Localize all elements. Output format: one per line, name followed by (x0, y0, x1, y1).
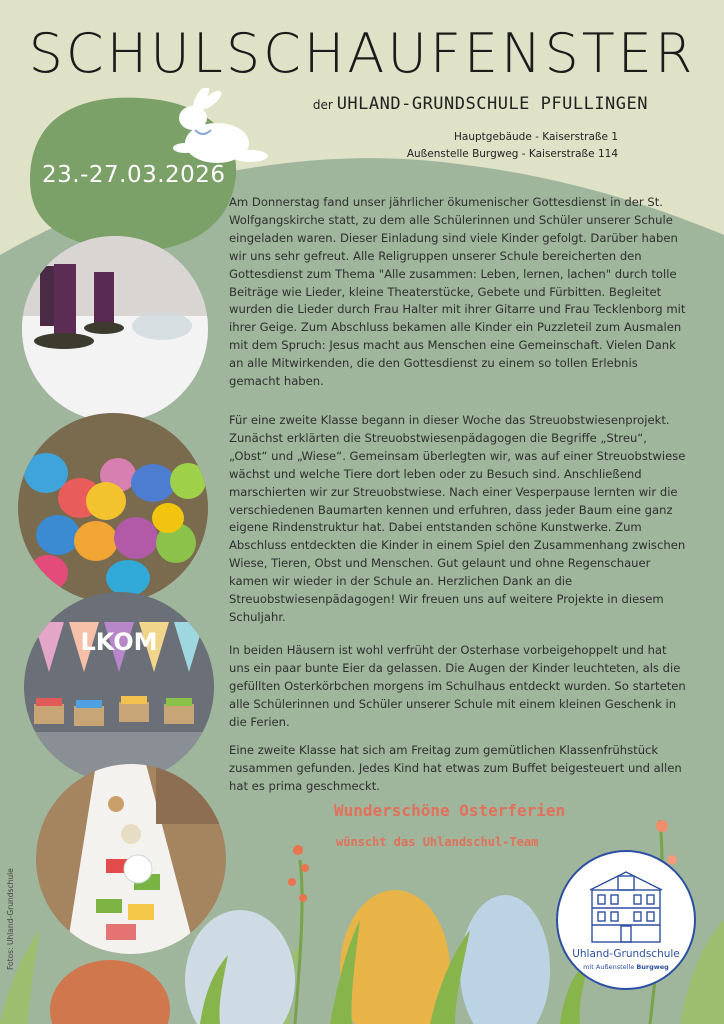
address-block (407, 129, 618, 163)
paragraph-orchard-project: Für eine zweite Klasse begann in dieser Woche das Streuobstwiesenprojekt. Zunächst erklärten die Streuobstwiesenpädagogen die Begriffe „Streu“, „Obst“ und „Wiese“. Gemeinsam überlegten wir, was auf einer Streuobstwiese wächst und welche Tiere dort leben oder zu Besuch sind. Anschließend marschierten wir zur Streuobstwiese. Nach einer Vesperpause lernten wir die verschiedenen Baumarten kennen und erfuhren, dass jeder Baum eine ganz eigene Rindenstruktur hat. Dabei entstanden schöne Kunstwerke. Zum Abschluss entdeckten die Kinder in einem Spiel den Zusammenhang zwischen Wiese, Tieren, Obst und Menschen. Gut gelaunt und ohne Regenschauer kamen wir wieder in der Schule an. Herzlichen Dank an die Streuobstwiesenpädagogen! Wir freuen uns auf weitere Projekte in diesem Schuljahr. (229, 413, 686, 624)
subtitle (313, 94, 648, 114)
school-building-icon (586, 868, 666, 946)
paragraph-church-service: Am Donnerstag fand unser jährlicher ökumenischer Gottesdienst in der St. Wolfgangskirche statt, zu dem alle Schülerinnen und Schüler unserer Schule eingeladen waren. Dieser Einladung sind viele Kinder gefolgt. Darüber haben wir uns sehr gefreut. Alle Religruppen unserer Schule bereicherten den Gottesdienst zum Thema "Alle zusammen: Leben, lernen, lachen" durch tolle Beiträge wie Lieder, kleine Theaterstücke, Gebete und Fürbitten. Begleitet wurden die Lieder durch Frau Halter mit ihrer Gitarre und Frau Tecklenborg mit ihrer Geige. Zum Abschluss bekamen alle Kinder ein Puzzleteil zum Ausmalen mit dem Spruch: Jesus macht aus Menschen eine Gemeinschaft. Vielen Dank an alle Mitwirkenden, die den Gottesdienst zu einem so tollen Erlebnis gemacht haben. (229, 195, 686, 389)
paragraph-class-breakfast: Eine zweite Klasse hat sich am Freitag zum gemütlichen Klassenfrühstück zusammen gefunden. Jedes Kind hat etwas zum Buffet beigesteuert und allen hat es prima geschmeckt. (229, 743, 682, 793)
greeting-subline: wünscht das Uhlandschul-Team (336, 835, 539, 849)
paragraph-easter-bunny: In beiden Häusern ist wohl verfrüht der Osterhase vorbeigehoppelt und hat uns ein paar bunte Eier da gelassen. Die Augen der Kinder leuchteten, als die gefüllten Osterkörbchen morgens im Schulhaus entdeckt wurden. So starteten alle Schülerinnen und Schüler unserer Schule mit einem kleinen Geschenk in die Ferien. (229, 643, 686, 729)
photo-credit: Fotos: Uhland-Grundschule (6, 868, 15, 970)
logo-branch-name: Burgweg (636, 963, 669, 971)
banner-text: LKOM (80, 628, 158, 656)
school-logo (556, 850, 696, 990)
address-main: Hauptgebäude - Kaiserstraße 1 (454, 131, 618, 143)
logo-branch (558, 963, 694, 971)
photo-welcome-banner (24, 592, 214, 782)
logo-school-name: Uhland-Grundschule (572, 948, 680, 960)
greeting-heading: Wunderschöne Osterferien (334, 801, 566, 820)
date-range: 23.-27.03.2026 (42, 162, 226, 188)
photo-candles (22, 236, 208, 422)
page-title: SCHULSCHAUFENSTER (28, 22, 696, 85)
logo-branch-prefix: mit Außenstelle (583, 963, 637, 971)
address-branch: Außenstelle Burgweg - Kaiserstraße 114 (406, 148, 618, 160)
subtitle-school: UHLAND-GRUNDSCHULE PFULLINGEN (336, 94, 648, 114)
photo-easter-eggs (18, 413, 208, 603)
subtitle-prefix: der (312, 98, 333, 112)
